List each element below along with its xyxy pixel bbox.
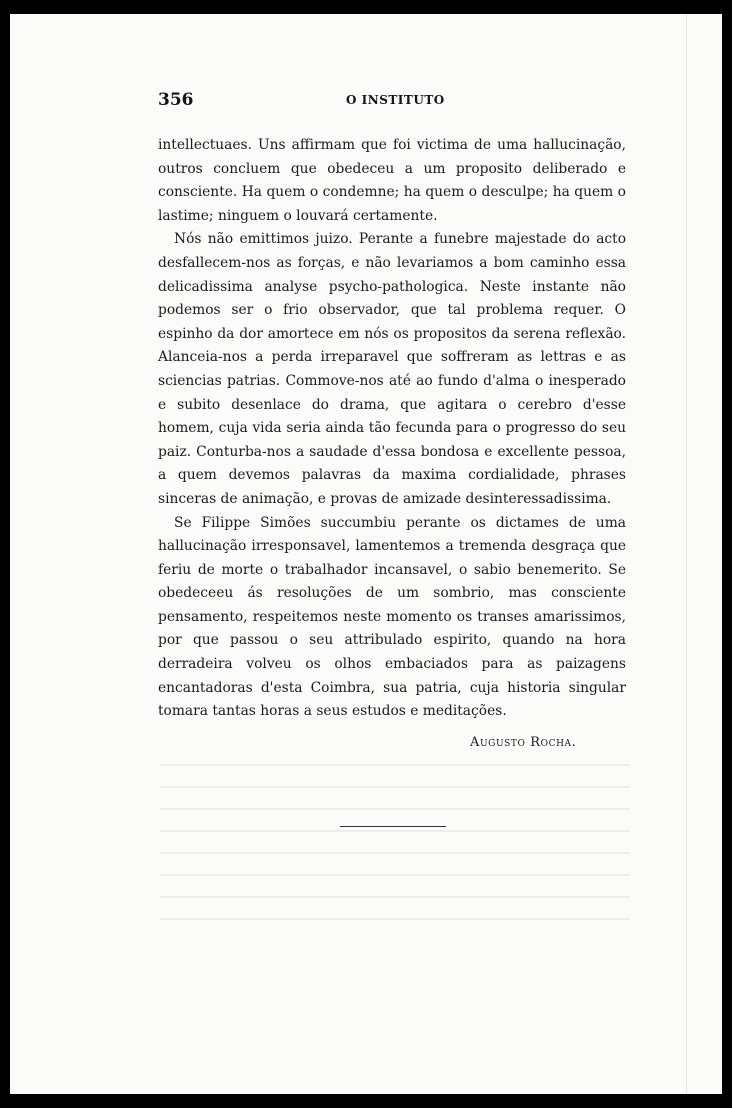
paragraph-2: Nós não emittimos juizo. Perante a funebre majestade do acto desfallecem-nos as forças, e não levariamos a bom caminho essa delicadissima analyse psycho-pathologica. Neste instante não podemos ser o frio observador, que tal problema requer. O espinho da dor amortece em nós os propositos da serena reflexão. Alanceia-nos a perda irreparavel que soffreram as lettras e as sciencias patrias. Commove-nos até ao fundo d'alma o inesperado e subito desenlace do drama, que agitara o cerebro d'esse homem, cuja vida seria ainda tão fecunda para o progresso do seu paiz. Conturba-nos a saudade d'essa bondosa e excellente pessoa, a quem devemos palavras da maxima cordialidade, phrases sinceras de animação, e provas de amizade desinteressadissima.	[158, 231, 626, 507]
body-text	[158, 134, 626, 724]
page-number: 356	[158, 90, 194, 110]
paragraph-3: Se Filippe Simões succumbiu perante os dictames de uma hallucinação irresponsavel, lamentemos a tremenda desgraça que feriu de morte o trabalhador incansavel, o sabio benemerito. Se obedeceeu ás resoluções de um sombrio, mas consciente pensamento, respeitemos neste momento os transes amarissimos, por que passou o seu attribulado espirito, quando na hora derradeira volveu os olhos embaciados para as paizagens encantadoras d'esta Coimbra, sua patria, cuja historia singular tomara tantas horas a seus estudos e meditações.	[158, 514, 626, 720]
show-through-text	[160, 744, 630, 964]
running-title: O INSTITUTO	[346, 93, 445, 107]
author-signature: Augusto Rocha.	[470, 735, 577, 750]
book-page	[10, 14, 722, 1094]
paragraph-1: intellectuaes. Uns affirmam que foi victima de uma hallucinação, outros concluem que obedeceu a um proposito deliberado e consciente. Ha quem o condemne; ha quem o desculpe; ha quem o lastime; ninguem o louvará certamente.	[158, 137, 626, 224]
page-header	[158, 90, 638, 114]
page-edge-shadow	[686, 14, 722, 1094]
